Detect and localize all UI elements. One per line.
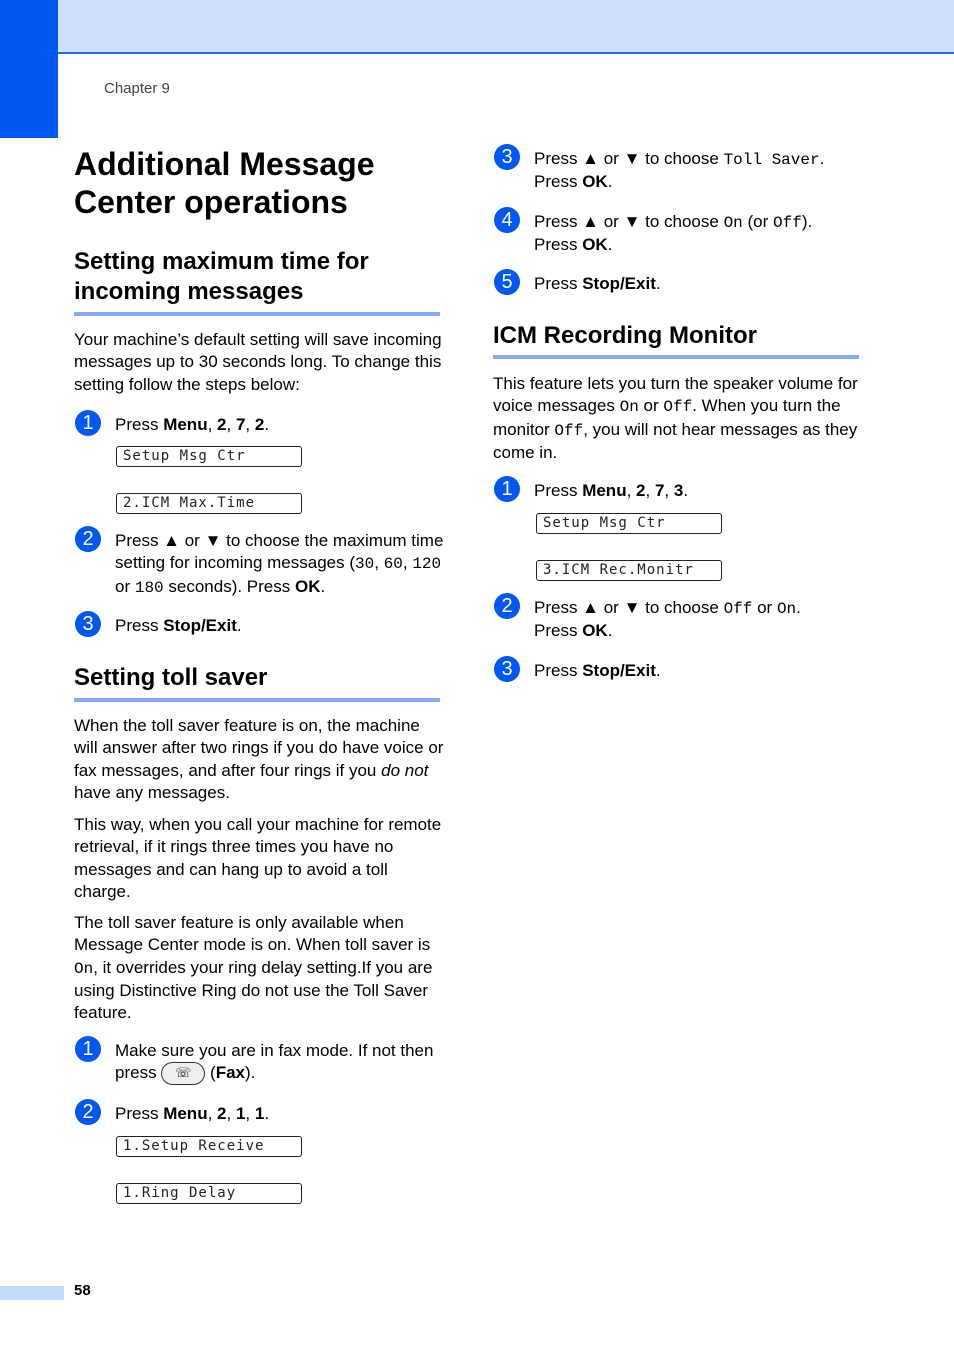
step-text: Press Stop/Exit. <box>115 616 242 635</box>
toll-saver-paragraph: This way, when you call your machine for remote retrieval, if it rings three times you have no messages and can hang up to avoid a toll charge. <box>74 815 442 901</box>
toll-saver-paragraph: The toll saver feature is only available when Message Center mode is on. When toll saver is On, it overrides your ring delay setting.If you are using Distinctive Ring do not use the Toll Saver feature. <box>74 913 433 1023</box>
step-number: 3 <box>494 144 520 170</box>
lcd-display: Setup Msg Ctr <box>116 446 302 467</box>
step-number: 1 <box>494 476 520 502</box>
step-text: Press ▲ or ▼ to choose Off or On. Press OK. <box>534 598 801 641</box>
section-heading-max-time: Setting maximum time for incoming messages <box>74 248 369 305</box>
step-text: Make sure you are in fax mode. If not then press ☏ (Fax). <box>115 1040 445 1085</box>
page-number: 58 <box>74 1282 91 1299</box>
max-time-intro: Your machine’s default setting will save incoming messages up to 30 seconds long. To change this setting follow the steps below: <box>74 330 442 394</box>
step-number: 1 <box>75 410 101 436</box>
fax-key-icon: ☏ <box>161 1062 205 1085</box>
step-text: Press Menu, 2, 1, 1. <box>115 1104 270 1123</box>
chapter-label: Chapter 9 <box>104 80 170 97</box>
step-text: Press Stop/Exit. <box>534 274 661 293</box>
lcd-display: 3.ICM Rec.Monitr <box>536 560 722 581</box>
lcd-display: Setup Msg Ctr <box>536 513 722 534</box>
step-text: Press Menu, 2, 7, 2. <box>115 415 270 434</box>
step-number: 2 <box>494 593 520 619</box>
lcd-display: 1.Setup Receive <box>116 1136 302 1157</box>
section-heading-icm: ICM Recording Monitor <box>493 322 757 349</box>
toll-saver-paragraph: When the toll saver feature is on, the machine will answer after two rings if you do have voice or fax messages, and after four rings if you do not have any messages. <box>74 716 444 802</box>
page-title: Additional Message Center operations <box>74 146 375 220</box>
step-text: Press ▲ or ▼ to choose the maximum time setting for incoming messages (30, 60, 120 or 180 seconds). Press OK. <box>115 531 444 597</box>
section-rule <box>493 355 859 359</box>
chapter-tab <box>0 0 58 138</box>
step-number: 3 <box>75 611 101 637</box>
section-heading-toll-saver: Setting toll saver <box>74 664 268 691</box>
section-rule <box>74 312 440 316</box>
step-number: 4 <box>494 207 520 233</box>
step-text: Press Menu, 2, 7, 3. <box>534 481 689 500</box>
footer-bar <box>0 1286 64 1300</box>
step-number: 2 <box>75 1099 101 1125</box>
step-text: Press ▲ or ▼ to choose Toll Saver. Press OK. <box>534 149 825 192</box>
step-text: Press Stop/Exit. <box>534 661 661 680</box>
lcd-display: 1.Ring Delay <box>116 1183 302 1204</box>
step-number: 1 <box>75 1036 101 1062</box>
icm-paragraph: This feature lets you turn the speaker volume for voice messages On or Off. When you turn the monitor Off, you will not hear messages as they come in. <box>493 374 858 462</box>
step-number: 3 <box>494 656 520 682</box>
step-number: 5 <box>494 269 520 295</box>
step-text: Press ▲ or ▼ to choose On (or Off). Press OK. <box>534 212 813 255</box>
section-rule <box>74 698 440 702</box>
lcd-display: 2.ICM Max.Time <box>116 493 302 514</box>
header-bar <box>0 0 954 54</box>
step-number: 2 <box>75 526 101 552</box>
